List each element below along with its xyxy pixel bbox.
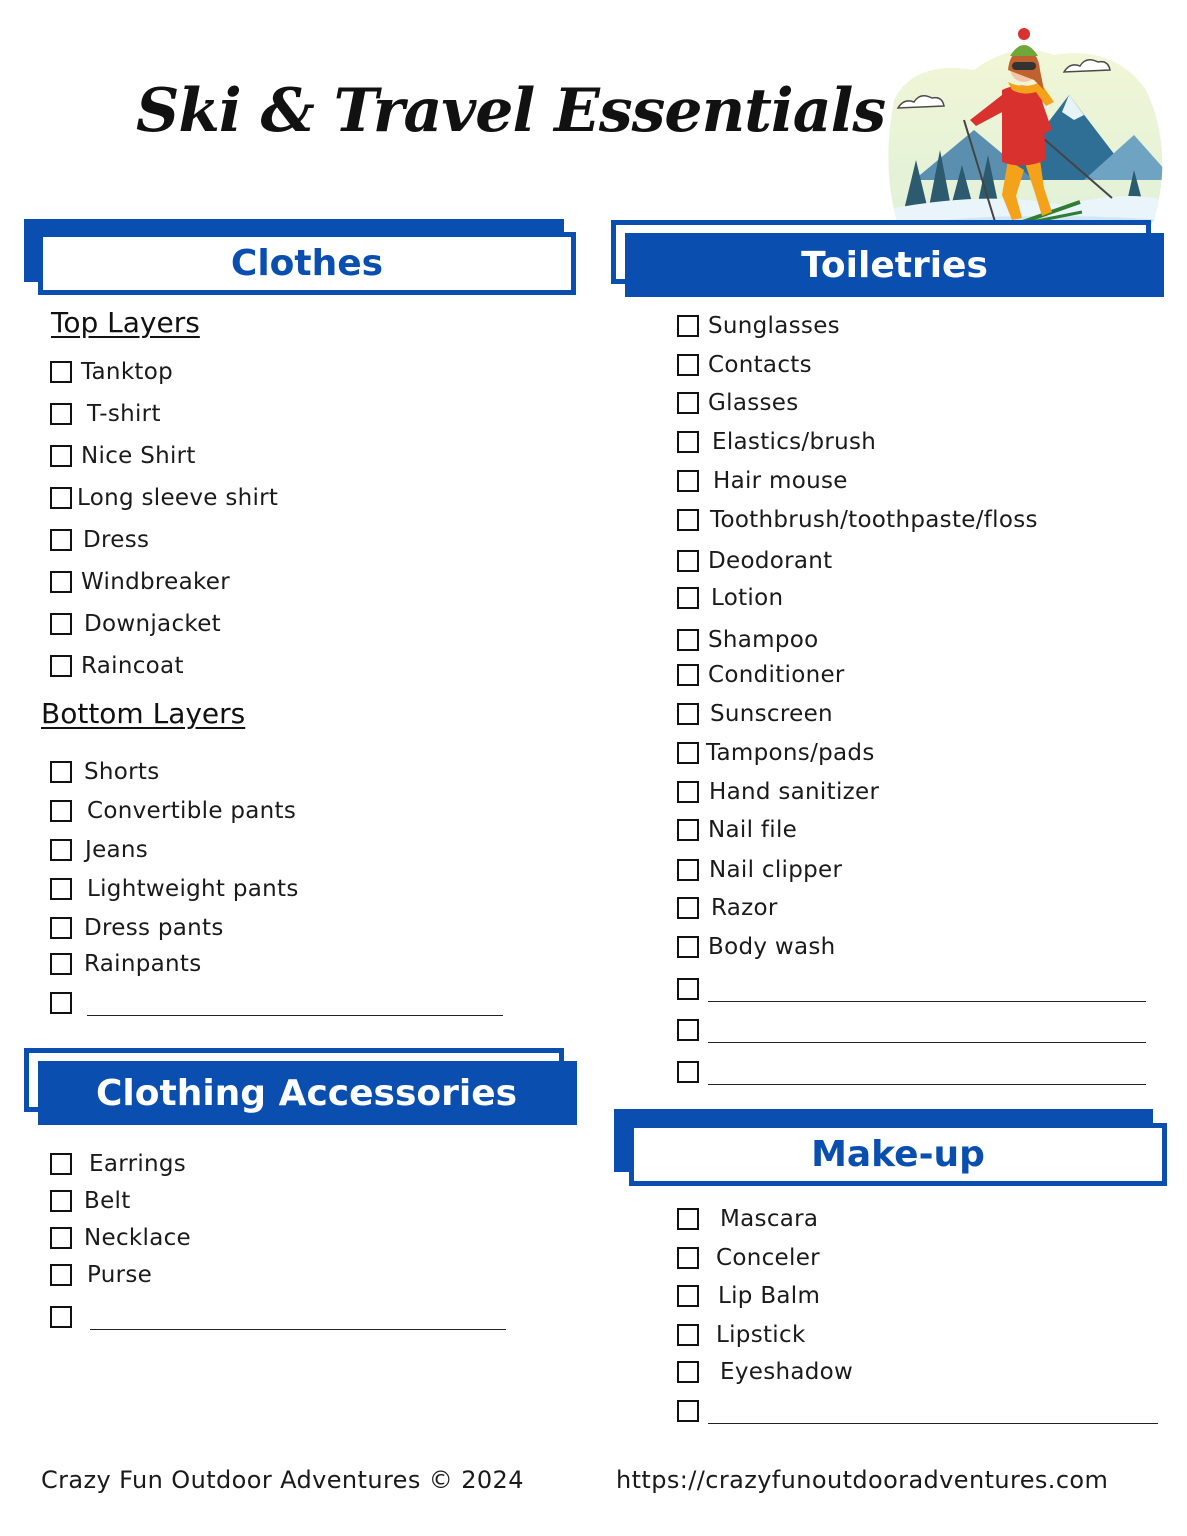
clothes-title: Clothes (38, 232, 576, 295)
blank-item[interactable] (677, 974, 1146, 1004)
checklist-item[interactable] (677, 893, 778, 923)
item-label: Hand sanitizer (709, 779, 880, 805)
checklist-item[interactable] (50, 913, 224, 943)
checkbox[interactable] (677, 978, 699, 1000)
blank-item[interactable] (677, 1057, 1146, 1087)
item-label: Necklace (84, 1225, 192, 1251)
checkbox[interactable] (677, 1361, 699, 1383)
checkbox[interactable] (677, 742, 699, 764)
checkbox[interactable] (50, 613, 72, 635)
checkbox[interactable] (50, 953, 72, 975)
makeup-header (614, 1109, 1167, 1186)
checkbox[interactable] (50, 1227, 72, 1249)
checklist-item[interactable] (50, 483, 278, 513)
checkbox[interactable] (50, 878, 72, 900)
checkbox[interactable] (677, 1208, 699, 1230)
item-label: Nice Shirt (81, 443, 196, 469)
checkbox[interactable] (50, 839, 72, 861)
top-layers-heading: Top Layers (51, 306, 200, 339)
checklist-item[interactable] (677, 311, 840, 341)
item-label: Razor (711, 895, 778, 921)
footer-copyright: Crazy Fun Outdoor Adventures © 2024 (41, 1466, 524, 1494)
item-label: Lip Balm (718, 1283, 821, 1309)
checklist-item[interactable] (677, 1281, 820, 1311)
item-label: Tanktop (81, 359, 174, 385)
checkbox[interactable] (50, 1264, 72, 1286)
checkbox[interactable] (50, 1190, 72, 1212)
makeup-title: Make-up (629, 1123, 1167, 1186)
toiletries-header (611, 220, 1164, 297)
checkbox[interactable] (50, 1153, 72, 1175)
checklist-item[interactable] (677, 1243, 820, 1273)
checklist-item[interactable] (677, 505, 1038, 535)
checkbox[interactable] (677, 315, 699, 337)
checkbox[interactable] (677, 859, 699, 881)
checklist-item[interactable] (50, 1260, 152, 1290)
checklist-item[interactable] (677, 815, 797, 845)
item-label: Deodorant (708, 548, 833, 574)
item-label: Toothbrush/toothpaste/floss (710, 507, 1038, 533)
item-label: Hair mouse (713, 468, 848, 494)
checklist-item[interactable] (677, 660, 845, 690)
checklist-item[interactable] (677, 777, 879, 807)
checklist-item[interactable] (677, 699, 833, 729)
checklist-item[interactable] (50, 757, 160, 787)
item-label: Long sleeve shirt (77, 485, 279, 511)
checklist-item[interactable] (677, 427, 876, 457)
item-label: Earrings (89, 1151, 187, 1177)
item-label: Convertible pants (87, 798, 297, 824)
item-label: Tampons/pads (706, 740, 875, 766)
checklist-item[interactable] (50, 1149, 186, 1179)
checklist-item[interactable] (677, 583, 783, 613)
checkbox[interactable] (50, 403, 72, 425)
checkbox[interactable] (50, 761, 72, 783)
item-label: Contacts (708, 352, 812, 378)
checkbox[interactable] (677, 1285, 699, 1307)
item-label: Dress pants (84, 915, 224, 941)
checklist-item[interactable] (677, 546, 832, 576)
item-label: Glasses (708, 390, 799, 416)
checkbox[interactable] (677, 1324, 699, 1346)
checklist-item[interactable] (50, 651, 184, 681)
checkbox[interactable] (677, 936, 699, 958)
checkbox[interactable] (50, 1306, 72, 1328)
checklist-item[interactable] (50, 567, 230, 597)
checkbox[interactable] (677, 1019, 699, 1041)
checklist-item[interactable] (50, 399, 161, 429)
item-label: Nail file (708, 817, 798, 843)
checkbox[interactable] (50, 800, 72, 822)
item-label: Shampoo (708, 627, 819, 653)
item-label: Lotion (711, 585, 784, 611)
checkbox[interactable] (677, 354, 699, 376)
blank-line[interactable] (708, 1084, 1146, 1085)
item-label: Purse (87, 1262, 153, 1288)
checklist-item[interactable] (50, 441, 196, 471)
item-label: Conceler (716, 1245, 820, 1271)
item-label: Raincoat (81, 653, 184, 679)
blank-line[interactable] (708, 1423, 1158, 1424)
item-label: Downjacket (84, 611, 221, 637)
checklist-item[interactable] (677, 738, 875, 768)
item-label: Jeans (85, 837, 149, 863)
item-label: Belt (84, 1188, 131, 1214)
checkbox[interactable] (50, 655, 72, 677)
checkbox[interactable] (677, 431, 699, 453)
checklist-item[interactable] (677, 932, 836, 962)
checkbox[interactable] (50, 529, 72, 551)
checkbox[interactable] (677, 470, 699, 492)
checklist-item[interactable] (50, 796, 296, 826)
checkbox[interactable] (677, 509, 699, 531)
item-label: Rainpants (84, 951, 202, 977)
bottom-layers-heading: Bottom Layers (41, 697, 246, 730)
page-title: Ski & Travel Essentials (136, 76, 886, 146)
footer-url[interactable]: https://crazyfunoutdooradventures.com (616, 1466, 1109, 1494)
checkbox[interactable] (677, 550, 699, 572)
checkbox[interactable] (677, 392, 699, 414)
checklist-item[interactable] (677, 350, 812, 380)
item-label: Shorts (84, 759, 160, 785)
item-label: Body wash (708, 934, 836, 960)
item-label: Mascara (720, 1206, 819, 1232)
checkbox[interactable] (50, 487, 72, 509)
checklist-item[interactable] (677, 466, 848, 496)
accessories-header (24, 1048, 577, 1125)
item-label: Dress (83, 527, 150, 553)
item-label: Eyeshadow (720, 1359, 854, 1385)
blank-line[interactable] (708, 1001, 1146, 1002)
blank-item[interactable] (677, 1396, 1158, 1426)
item-label: Lipstick (716, 1322, 806, 1348)
checkbox[interactable] (50, 445, 72, 467)
blank-line[interactable] (87, 1015, 503, 1016)
checklist-item[interactable] (50, 835, 148, 865)
blank-line[interactable] (708, 1042, 1146, 1043)
item-label: Sunscreen (710, 701, 833, 727)
checkbox[interactable] (677, 1400, 699, 1422)
checkbox[interactable] (677, 703, 699, 725)
item-label: Elastics/brush (712, 429, 877, 455)
checklist-item[interactable] (50, 525, 149, 555)
checkbox[interactable] (677, 587, 699, 609)
checklist-item[interactable] (50, 609, 221, 639)
checklist-item[interactable] (677, 1320, 806, 1350)
item-label: Sunglasses (708, 313, 840, 339)
checkbox[interactable] (677, 664, 699, 686)
item-label: Conditioner (708, 662, 845, 688)
item-label: Lightweight pants (87, 876, 299, 902)
checkbox[interactable] (677, 819, 699, 841)
checklist-item[interactable] (677, 625, 819, 655)
checkbox[interactable] (677, 1247, 699, 1269)
checkbox[interactable] (677, 1061, 699, 1083)
checklist-item[interactable] (50, 949, 202, 979)
checkbox[interactable] (50, 992, 72, 1014)
checklist-item[interactable] (677, 1357, 853, 1387)
checklist-item[interactable] (50, 1223, 191, 1253)
checkbox[interactable] (50, 917, 72, 939)
skier-illustration (884, 20, 1166, 242)
checklist-item[interactable] (50, 874, 299, 904)
blank-item[interactable] (677, 1015, 1146, 1045)
checkbox[interactable] (677, 781, 699, 803)
checkbox[interactable] (677, 897, 699, 919)
accessories-title: Clothing Accessories (38, 1061, 577, 1125)
item-label: T-shirt (87, 401, 161, 427)
checklist-item[interactable] (677, 388, 799, 418)
checklist-item[interactable] (50, 1186, 131, 1216)
toiletries-title: Toiletries (625, 233, 1164, 297)
item-label: Windbreaker (81, 569, 231, 595)
checkbox[interactable] (50, 571, 72, 593)
item-label: Nail clipper (709, 857, 843, 883)
checklist-item[interactable] (677, 1204, 818, 1234)
checkbox[interactable] (677, 629, 699, 651)
blank-item[interactable] (50, 988, 503, 1018)
blank-line[interactable] (90, 1329, 506, 1330)
checkbox[interactable] (50, 361, 72, 383)
clothes-header (24, 219, 576, 295)
checklist-item[interactable] (50, 357, 173, 387)
checklist-item[interactable] (677, 855, 842, 885)
blank-item[interactable] (50, 1302, 506, 1332)
